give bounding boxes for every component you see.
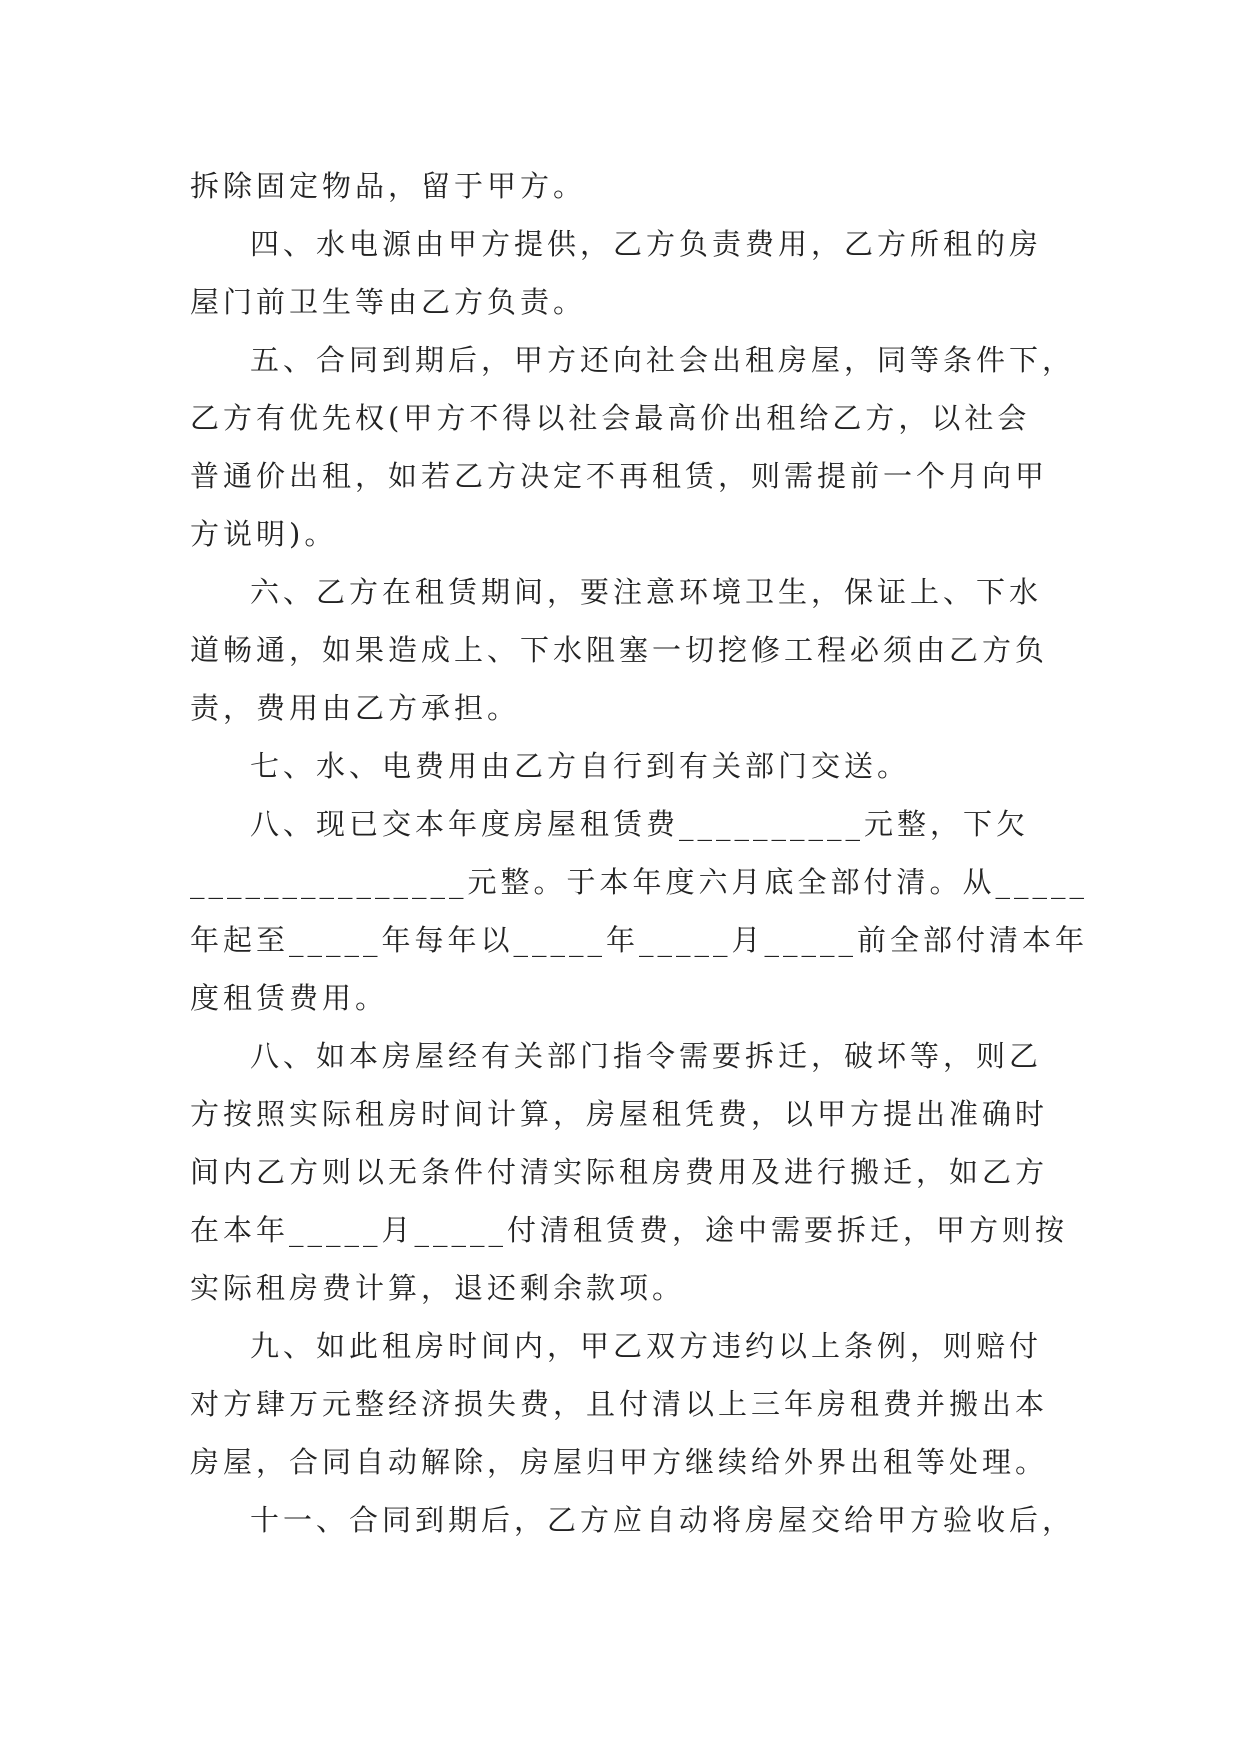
clause-6-line: 六、乙方在租赁期间，要注意环境卫生，保证上、下水: [250, 575, 1043, 609]
text-line: _______________元整。于本年度六月底全部付清。从_____: [190, 865, 1089, 899]
text-line: 实际租房费计算，退还剩余款项。: [190, 1271, 686, 1305]
text-line: 在本年_____月_____付清租赁费，途中需要拆迁，甲方则按: [190, 1213, 1069, 1247]
clause-8b-line: 八、如本房屋经有关部门指令需要拆迁，破坏等，则乙: [250, 1039, 1043, 1073]
text-line: 对方肆万元整经济损失费，且付清以上三年房租费并搬出本: [190, 1387, 1049, 1421]
text-line: 乙方有优先权(甲方不得以社会最高价出租给乙方，以社会: [190, 401, 1031, 435]
text-line: 方按照实际租房时间计算，房屋租凭费，以甲方提出准确时: [190, 1097, 1049, 1131]
text-line: 度租赁费用。: [190, 981, 389, 1015]
contract-text-body: [190, 157, 1089, 1549]
text-line: 年起至_____年每年以_____年_____月_____前全部付清本年: [190, 923, 1089, 957]
text-line: 房屋，合同自动解除，房屋归甲方继续给外界出租等处理。: [190, 1445, 1049, 1479]
text-line: 屋门前卫生等由乙方负责。: [190, 285, 587, 319]
clause-7-line: 七、水、电费用由乙方自行到有关部门交送。: [250, 749, 911, 783]
text-line: 方说明)。: [190, 517, 338, 551]
clause-9-line: 九、如此租房时间内，甲乙双方违约以上条例，则赔付: [250, 1329, 1043, 1363]
text-line: 普通价出租，如若乙方决定不再租赁，则需提前一个月向甲: [190, 459, 1049, 493]
clause-5-line: 五、合同到期后，甲方还向社会出租房屋，同等条件下，: [250, 343, 1076, 377]
text-line: 责，费用由乙方承担。: [190, 691, 521, 725]
clause-8-line: 八、现已交本年度房屋租赁费__________元整，下欠: [250, 807, 1030, 841]
clause-11-line: 十一、合同到期后，乙方应自动将房屋交给甲方验收后，: [250, 1503, 1076, 1537]
clause-4-line: 四、水电源由甲方提供，乙方负责费用，乙方所租的房: [250, 227, 1043, 261]
text-line: 间内乙方则以无条件付清实际租房费用及进行搬迁，如乙方: [190, 1155, 1049, 1189]
text-line: 道畅通，如果造成上、下水阻塞一切挖修工程必须由乙方负: [190, 633, 1049, 667]
text-line: 拆除固定物品，留于甲方。: [190, 169, 587, 203]
